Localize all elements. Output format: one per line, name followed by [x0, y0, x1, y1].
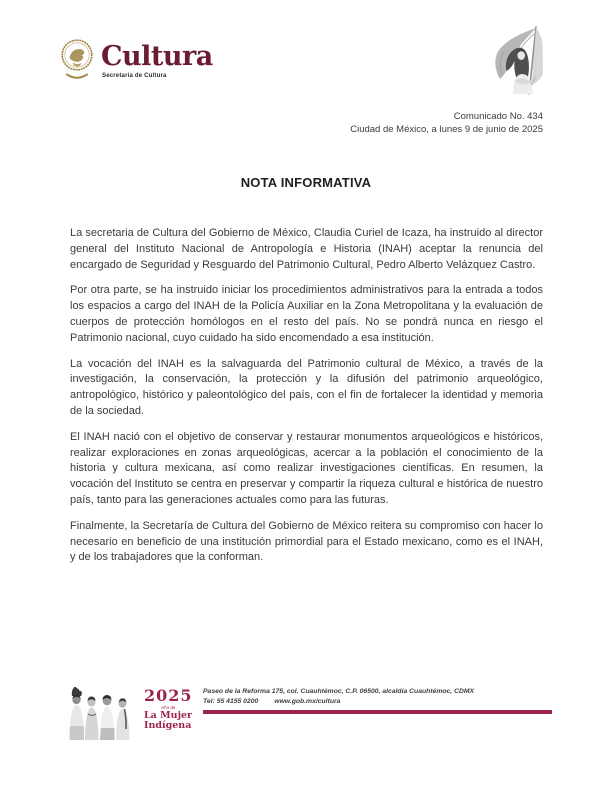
comunicado-meta	[350, 110, 543, 136]
woman-with-flag-illustration	[487, 24, 545, 96]
indigenous-women-illustration	[64, 686, 140, 740]
cultura-wordmark: Cultura	[101, 41, 213, 72]
header-brand	[60, 36, 213, 82]
contact-line	[203, 697, 552, 707]
mexican-eagle-seal-icon	[60, 36, 94, 82]
brand-text	[101, 36, 213, 79]
document-title: NOTA INFORMATIVA	[240, 175, 372, 190]
year-line2: Indígena	[144, 720, 192, 731]
body-paragraph-1: La secretaria de Cultura del Gobierno de México, Claudia Curiel de Icaza, ha instruido al director general del Instituto Nacional de Antropología e Historia (INAH) aceptar la renuncia del encargado de Seguridad y Resguardo del Patrimonio Cultural, Pedro Alberto Velázquez Castro.	[70, 227, 543, 271]
document-body	[70, 226, 543, 576]
year-line1: La Mujer	[144, 710, 193, 721]
footer-divider	[203, 710, 552, 714]
body-paragraph-2: Por otra parte, se ha instruido iniciar los procedimientos administrativos para la entrada a todos los espacios a cargo del INAH de la Policía Auxiliar en la Zona Metropolitana y la evaluación de cuerpos de protección homólogos en el resto del país. No se pondrá nunca en riesgo el Patrimonio nacional, cuyo cuidado ha sido encomendado a esa institución.	[70, 284, 543, 344]
body-paragraph-3: La vocación del INAH es la salvaguarda del Patrimonio cultural de México, a través de la investigación, la conservación, la protección y la difusión del patrimonio arqueológico, antropológico, histórico y paleontológico del país, con el fin de fortalecer la identidad y memoria de la sociedad.	[70, 357, 543, 417]
year-logo-text	[144, 686, 193, 731]
year-2025: 2025	[144, 686, 193, 705]
body-paragraph-5: Finalmente, la Secretaría de Cultura del Gobierno de México reitera su compromiso con hacer lo necesario en beneficio de una institución primordial para el Estado mexicano, como es el INAH, y de los trabajadores que la conforman.	[70, 519, 543, 564]
body-paragraph-4: El INAH nació con el objetivo de conservar y restaurar monumentos arqueológicos e históricos, realizar exploraciones en zonas arqueológicas, acercar a la población el conocimiento de la historia y cultura mexicana, así como realizar investigaciones científicas. En resumen, la vocación del Instituto se centra en preservar y compartir la riqueza cultural e histórica de nuestro país, tanto para las generaciones actuales como para las futuras.	[70, 430, 543, 506]
comunicado-number: Comunicado No. 434	[453, 111, 543, 122]
phone-number: Tel: 55 4155 0200	[203, 697, 259, 705]
footer-contact	[203, 687, 552, 714]
website-url: www.gob.mx/cultura	[274, 697, 341, 705]
address-line: Paseo de la Reforma 175, col. Cuauhtémoc, C.P. 06500, alcaldía Cuauhtémoc, CDMX	[203, 688, 475, 695]
year-subtitle: Año de	[161, 705, 176, 710]
dateline: Ciudad de México, a lunes 9 de junio de 2025	[350, 124, 543, 135]
footer-year-logo	[64, 686, 193, 740]
brand-tagline: Secretaría de Cultura	[102, 73, 167, 79]
